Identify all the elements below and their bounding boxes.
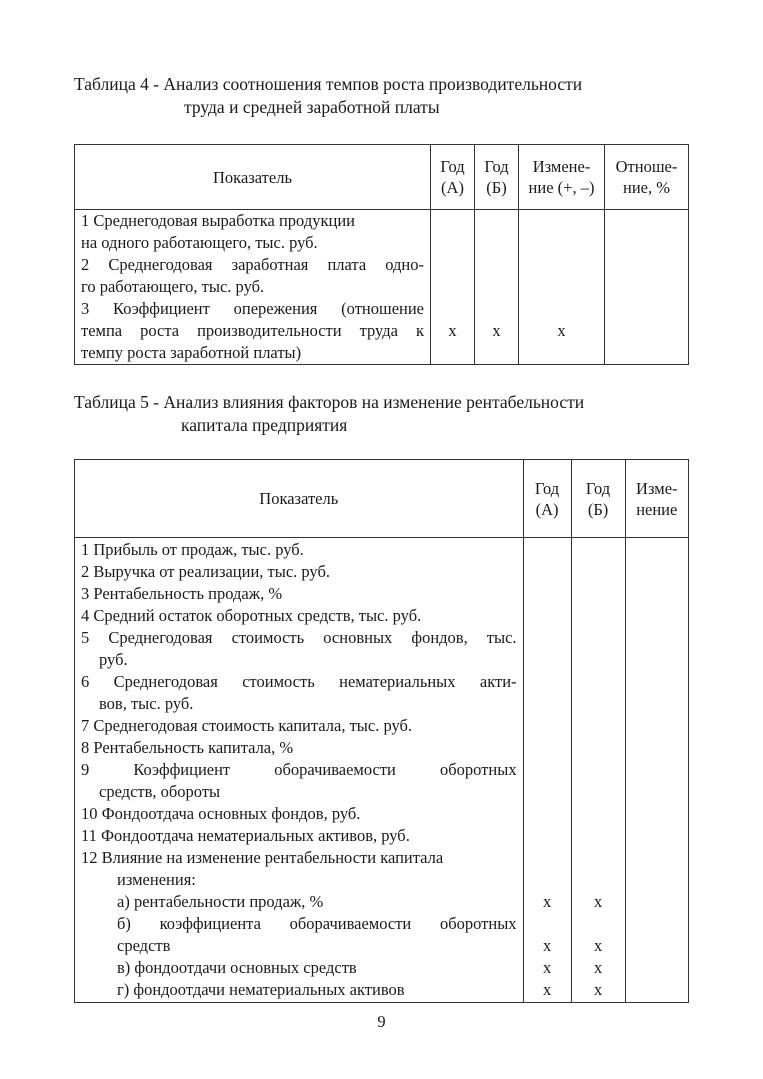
header-label: (Б)	[486, 178, 507, 197]
table-row-text: 2 Выручка от реализации, тыс. руб.	[81, 562, 330, 581]
table4-header-ratio	[605, 145, 689, 210]
table-row-text: темпа роста производительности труда к	[81, 321, 424, 340]
header-label: Отноше-	[615, 157, 678, 176]
table4-change-cell	[519, 210, 605, 365]
header-label: (Б)	[587, 499, 609, 519]
table5-header-change	[625, 460, 688, 538]
table4-body-row	[75, 210, 689, 365]
table4-caption-line1: Таблица 4 - Анализ соотношения темпов роста производительности	[74, 74, 583, 94]
table5-indicator-cell	[75, 538, 524, 1003]
table-row-text: б) коэффициента оборачиваемости оборотных	[117, 914, 517, 933]
table-mark: х	[557, 321, 566, 340]
header-label: Изме-	[636, 478, 678, 498]
header-label: Год	[484, 157, 509, 176]
table-mark: х	[542, 892, 552, 911]
table-mark: х	[542, 958, 552, 977]
table-mark: х	[593, 980, 603, 999]
table-row-text: 2 Среднегодовая заработная плата одно-	[81, 255, 424, 274]
table-row-text: 1 Среднегодовая выработка продукции	[81, 211, 355, 230]
table-row-text: изменения:	[117, 870, 196, 889]
table-row-text: 5 Среднегодовая стоимость основных фондов, тыс.	[81, 628, 517, 647]
table5-year-a-cell	[523, 538, 571, 1003]
table-row-text: го работающего, тыс. руб.	[81, 277, 265, 296]
table-row-text: руб.	[99, 650, 128, 669]
table-row-text: средств, обороты	[99, 782, 221, 801]
table5-change-cell	[625, 538, 688, 1003]
table-mark: х	[593, 936, 603, 955]
table-row-text: а) рентабельности продаж, %	[117, 892, 324, 911]
table-row-text: в) фондоотдачи основных средств	[117, 958, 357, 977]
table4-header-row	[75, 145, 689, 210]
table5-header-year-a	[523, 460, 571, 538]
header-label: Показатель	[213, 167, 292, 187]
table-row-text: 1 Прибыль от продаж, тыс. руб.	[81, 540, 304, 559]
table5-header-indicator	[75, 460, 524, 538]
header-label: нение	[636, 499, 678, 519]
table-row-text: 6 Среднегодовая стоимость нематериальных акти-	[81, 672, 517, 691]
table-row-text: на одного работающего, тыс. руб.	[81, 233, 318, 252]
header-label: Измене-	[532, 157, 591, 176]
table5-header-row	[75, 460, 689, 538]
table5-caption-line2: капитала предприятия	[181, 415, 348, 435]
table-row-text: темпу роста заработной платы)	[81, 343, 302, 362]
table-row-text: г) фондоотдачи нематериальных активов	[117, 980, 405, 999]
table-mark: х	[593, 892, 603, 911]
table5-year-b-cell	[571, 538, 625, 1003]
table5-body-row	[75, 538, 689, 1003]
table-row-text: средств	[117, 936, 171, 955]
header-label: (А)	[535, 499, 559, 519]
header-label: Год	[585, 478, 611, 498]
table4-caption	[74, 73, 582, 119]
table4-caption-line2: труда и средней заработной платы	[184, 97, 440, 117]
table4-header-change	[519, 145, 605, 210]
table4-year-b-cell	[475, 210, 519, 365]
table5	[74, 459, 689, 1003]
table-row-text: 8 Рентабельность капитала, %	[81, 738, 294, 757]
table-row-text: 11 Фондоотдача нематериальных активов, руб.	[81, 826, 410, 845]
table-mark: х	[542, 980, 552, 999]
table-row-text: 4 Средний остаток оборотных средств, тыс. руб.	[81, 606, 422, 625]
table5-caption	[74, 391, 584, 437]
header-label: Показатель	[259, 489, 339, 508]
page-number: 9	[377, 1012, 386, 1031]
table4-ratio-cell	[605, 210, 689, 365]
header-label: (А)	[441, 178, 464, 197]
table-row-text: 3 Рентабельность продаж, %	[81, 584, 283, 603]
table-mark: х	[542, 936, 552, 955]
table4-year-a-cell	[431, 210, 475, 365]
table4-header-year-a	[431, 145, 475, 210]
header-label: Год	[440, 157, 465, 176]
table5-header-year-b	[571, 460, 625, 538]
table-row-text: 7 Среднегодовая стоимость капитала, тыс. руб.	[81, 716, 413, 735]
table-row-text: 3 Коэффициент опережения (отношение	[81, 299, 424, 318]
table4	[74, 144, 689, 365]
table4-header-year-b	[475, 145, 519, 210]
table-row-text: 12 Влияние на изменение рентабельности капитала	[81, 848, 444, 867]
header-label: ние, %	[623, 178, 670, 197]
header-label: ние (+, –)	[528, 178, 595, 197]
table-mark: х	[448, 321, 457, 340]
table-mark: х	[492, 321, 501, 340]
table-row-text: вов, тыс. руб.	[99, 694, 194, 713]
table5-caption-line1: Таблица 5 - Анализ влияния факторов на изменение рентабельности	[74, 392, 585, 412]
table-mark: х	[593, 958, 603, 977]
table4-indicator-cell	[75, 210, 431, 365]
table-row-text: 10 Фондоотдача основных фондов, руб.	[81, 804, 361, 823]
header-label: Год	[534, 478, 560, 498]
table4-header-indicator	[75, 145, 431, 210]
table-row-text: 9 Коэффициент оборачиваемости оборотных	[81, 760, 517, 779]
